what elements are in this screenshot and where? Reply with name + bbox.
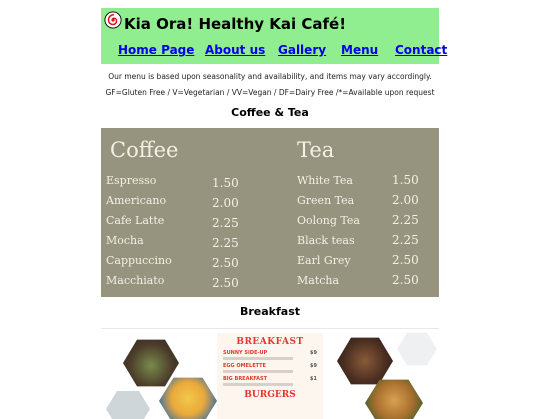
coffee-item-name: Mocha: [106, 234, 144, 247]
nav-menu-link[interactable]: Menu: [341, 43, 379, 57]
burgers-card-title: BURGERS: [244, 390, 296, 400]
tea-item-price: 2.50: [392, 273, 419, 287]
tea-item-name: Green Tea: [297, 194, 355, 207]
nav-about-link[interactable]: About us: [205, 43, 266, 57]
breakfast-item: [223, 363, 323, 369]
coffee-tea-heading: Coffee & Tea: [231, 106, 309, 119]
coffee-item-price: 2.25: [212, 216, 239, 230]
tea-item-price: 2.25: [392, 213, 419, 227]
breakfast-heading: Breakfast: [239, 305, 301, 318]
coffee-column-title: Coffee: [110, 138, 179, 162]
coffee-item-price: 2.25: [212, 236, 239, 250]
breakfast-item: [223, 376, 323, 382]
tea-item-name: Earl Grey: [297, 254, 351, 267]
tea-item-name: White Tea: [297, 174, 353, 187]
coffee-item-name: Cafe Latte: [106, 214, 165, 227]
breakfast-item-price: $1: [310, 376, 317, 382]
spiral-logo-icon: [104, 11, 122, 29]
nav-contact-link[interactable]: Contact: [395, 43, 448, 57]
food-photo-hex: [123, 337, 179, 389]
page-container: [101, 8, 448, 419]
food-photo-hex: [337, 335, 393, 387]
item-description-placeholder: [223, 383, 293, 386]
nav-home-link[interactable]: Home Page: [118, 43, 195, 57]
item-description-placeholder: [223, 370, 293, 373]
coffee-item-name: Americano: [106, 194, 167, 207]
tea-item-price: 2.25: [392, 233, 419, 247]
breakfast-item-price: $9: [310, 363, 317, 369]
nav-gallery-link[interactable]: Gallery: [278, 43, 327, 57]
breakfast-item-name: EGG OMELETTE: [223, 363, 266, 369]
tea-item-price: 2.50: [392, 253, 419, 267]
coffee-tea-board-image: [101, 128, 439, 297]
breakfast-card-title: BREAKFAST: [236, 337, 304, 347]
tea-item-price: 2.00: [392, 193, 419, 207]
breakfast-item-price: $9: [310, 350, 317, 356]
decor-hex: [106, 389, 150, 419]
seasonality-note: Our menu is based upon seasonality and availability, and items may vary accordingly.: [108, 72, 432, 81]
decor-hex: [397, 331, 437, 367]
coffee-item-name: Macchiato: [106, 274, 165, 287]
coffee-item-price: 1.50: [212, 176, 239, 190]
breakfast-menu-image: [101, 328, 439, 419]
tea-item-price: 1.50: [392, 173, 419, 187]
tea-item-name: Matcha: [297, 274, 340, 287]
breakfast-item: [223, 350, 323, 356]
dietary-legend: GF=Gluten Free / V=Vegetarian / VV=Vegan / DF=Dairy Free /*=Available upon request: [105, 88, 435, 97]
item-description-placeholder: [223, 357, 293, 360]
coffee-item-name: Espresso: [106, 174, 157, 187]
breakfast-item-name: BIG BREAKFAST: [223, 376, 268, 382]
coffee-item-price: 2.50: [212, 276, 239, 290]
tea-column-title: Tea: [297, 138, 335, 162]
coffee-item-price: 2.00: [212, 196, 239, 210]
site-header: [101, 8, 439, 38]
site-title: Kia Ora! Healthy Kai Café!: [124, 15, 347, 33]
breakfast-item-name: SUNNY SIDE-UP: [223, 350, 268, 356]
tea-item-name: Oolong Tea: [297, 214, 360, 227]
coffee-item-name: Cappuccino: [106, 254, 172, 267]
tea-item-name: Black teas: [297, 234, 355, 247]
coffee-item-price: 2.50: [212, 256, 239, 270]
breakfast-menu-card: [217, 333, 323, 419]
main-nav: [101, 38, 448, 64]
